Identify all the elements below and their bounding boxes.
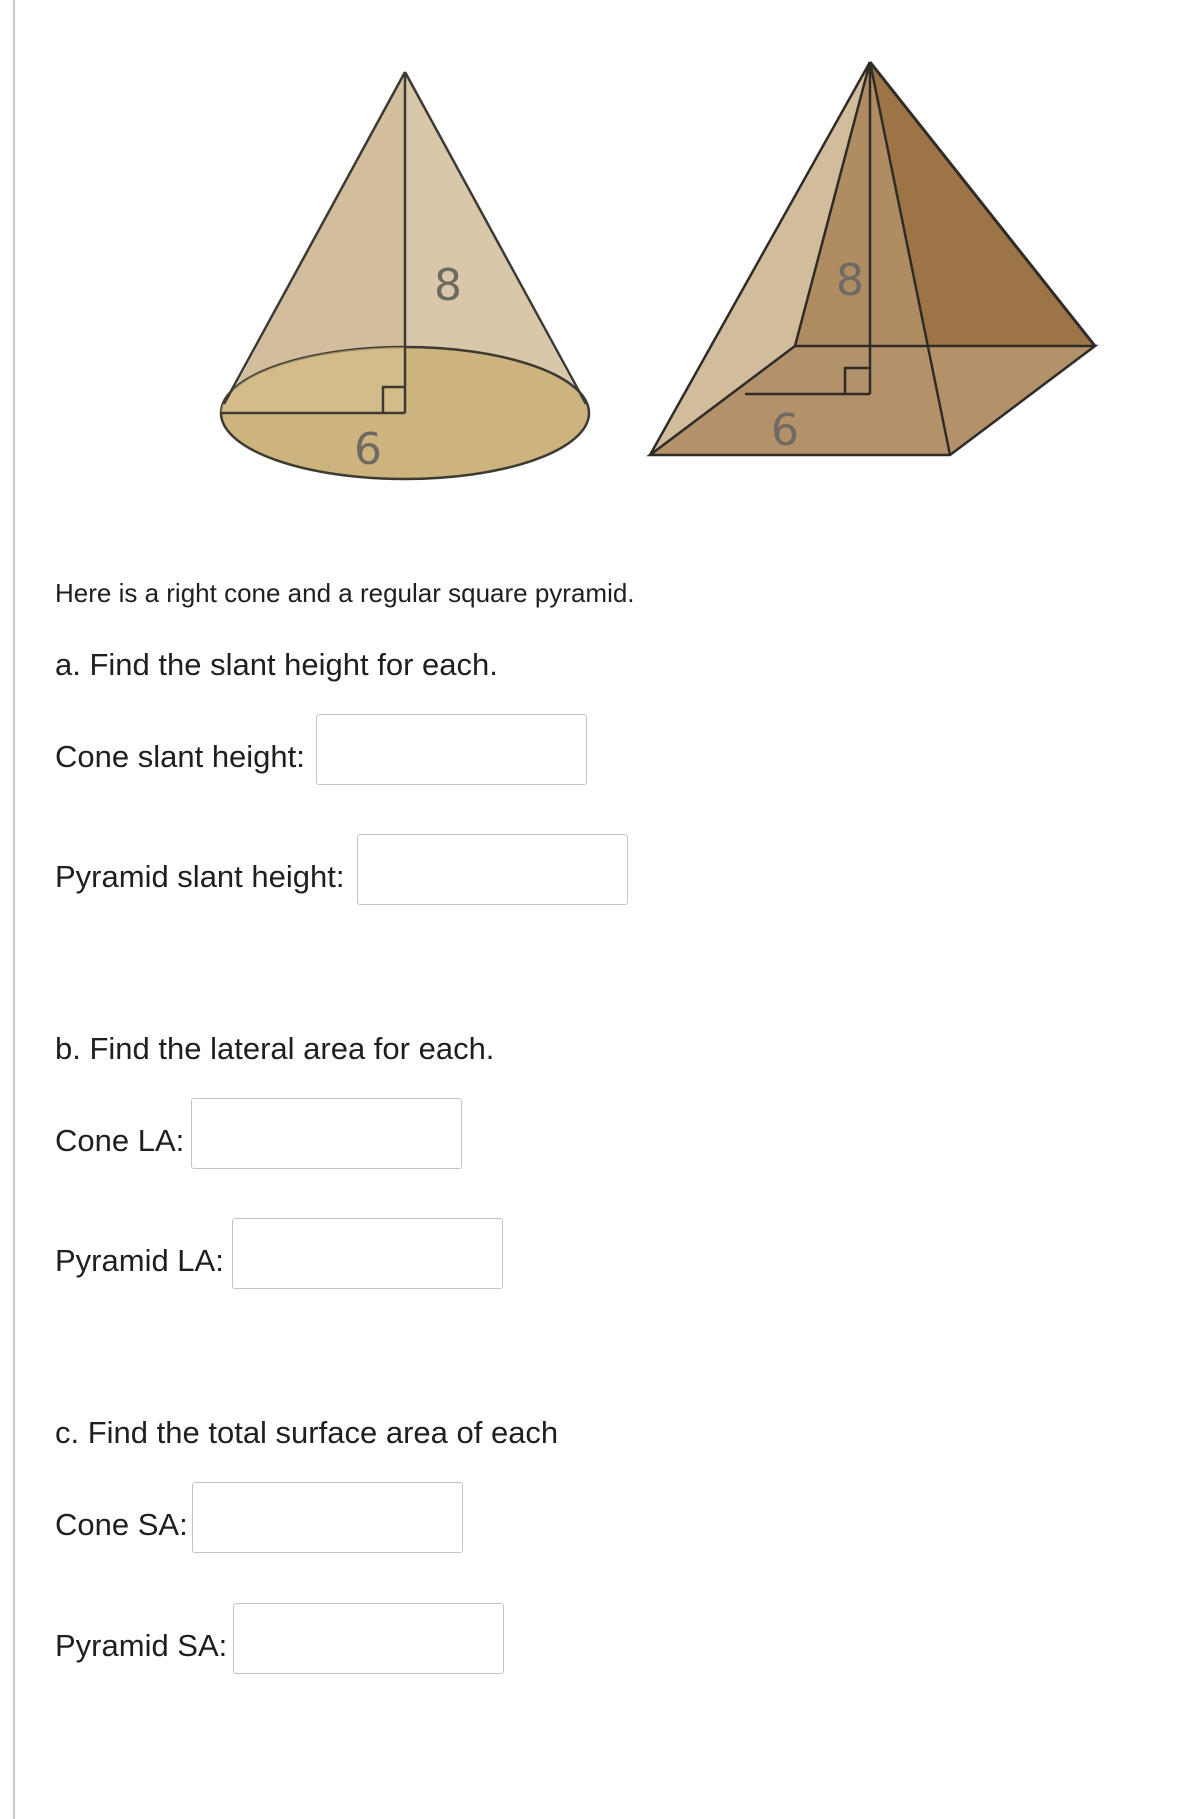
pyramid-sa-input[interactable] [233,1603,504,1674]
pyramid-la-label: Pyramid LA: [55,1243,224,1278]
intro-text: Here is a right cone and a regular square pyramid. [55,578,635,608]
pyramid-base-label: 6 [771,405,799,456]
pyramid-sa-label: Pyramid SA: [55,1628,228,1663]
cone-la-input[interactable] [191,1098,462,1169]
cone-sa-input[interactable] [192,1482,463,1553]
cone-radius-label: 6 [354,424,382,475]
geometry-figure [0,0,1204,500]
part-c-prompt: c. Find the total surface area of each [55,1415,559,1450]
cone-slant-height-input[interactable] [316,714,587,785]
part-b-prompt: b. Find the lateral area for each. [55,1031,495,1066]
cone-slant-height-label: Cone slant height: [55,739,305,774]
cone-sa-label: Cone SA: [55,1507,188,1542]
pyramid-figure [650,62,1095,456]
pyramid-slant-height-input[interactable] [357,834,628,905]
part-a-prompt: a. Find the slant height for each. [55,647,498,682]
cone-figure [221,72,589,479]
cone-la-label: Cone LA: [55,1123,185,1158]
pyramid-slant-height-label: Pyramid slant height: [55,859,345,894]
cone-height-label: 8 [434,260,462,311]
pyramid-la-input[interactable] [232,1218,503,1289]
pyramid-height-label: 8 [836,255,864,306]
